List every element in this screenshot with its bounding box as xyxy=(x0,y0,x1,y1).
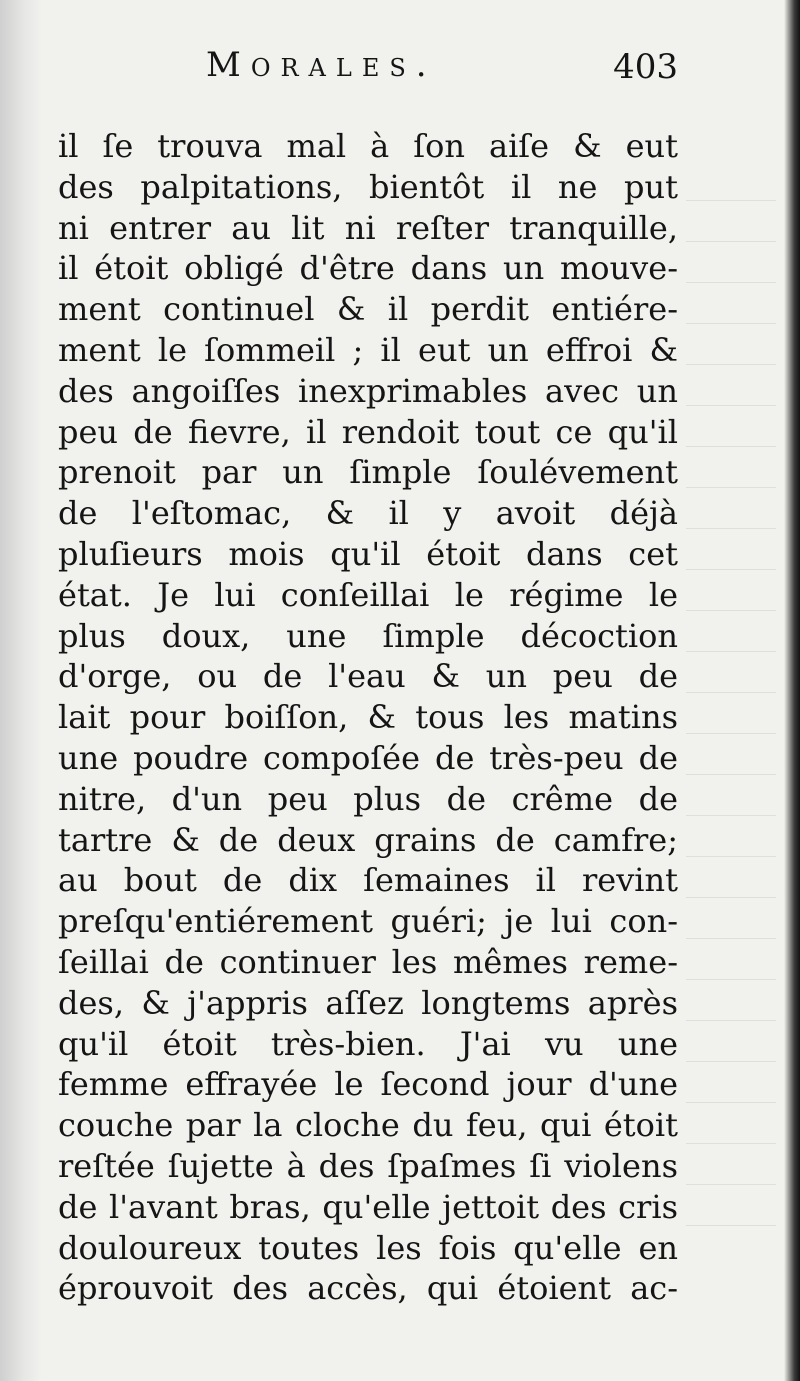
text-line: prenoit par un ſimple ſoulévement xyxy=(58,453,678,492)
text-line: éprouvoit des accès, qui étoient ac- xyxy=(58,1269,678,1308)
text-line: ment continuel & il perdit entiére- xyxy=(58,290,678,329)
page-number: 403 xyxy=(613,47,678,87)
text-line: ni entrer au lit ni reſter tranquille, xyxy=(58,208,678,247)
text-line: nitre, d'un peu plus de crême de xyxy=(58,779,678,818)
text-line: ſeillai de continuer les mêmes reme- xyxy=(58,942,678,981)
text-line: une poudre compoſée de très-peu de xyxy=(58,738,678,777)
text-line: d'orge, ou de l'eau & un peu de xyxy=(58,657,678,696)
text-line: de l'avant bras, qu'elle jettoit des cris xyxy=(58,1187,678,1226)
page-edge-shadow xyxy=(784,0,800,1381)
text-line: des palpitations, bientôt il ne put xyxy=(58,167,678,206)
text-line: reſtée ſujette à des ſpaſmes ſi violens xyxy=(58,1146,678,1185)
show-through-texture xyxy=(686,200,776,1250)
running-title: Morales. xyxy=(206,45,437,85)
text-line: des, & j'appris aſſez longtems après xyxy=(58,983,678,1022)
text-line: douloureux toutes les fois qu'elle en xyxy=(58,1228,678,1267)
text-line: il étoit obligé d'être dans un mouve- xyxy=(58,249,678,288)
text-line: de l'eſtomac, & il y avoit déjà xyxy=(58,494,678,533)
text-line: peu de fievre, il rendoit tout ce qu'il xyxy=(58,412,678,451)
text-line: femme effrayée le ſecond jour d'une xyxy=(58,1065,678,1104)
text-line: lait pour boiſſon, & tous les matins xyxy=(58,698,678,737)
page-header xyxy=(58,45,690,108)
text-line: pluſieurs mois qu'il étoit dans cet xyxy=(58,534,678,573)
text-line: couche par la cloche du feu, qui étoit xyxy=(58,1106,678,1145)
text-line: il ſe trouva mal à ſon aiſe & eut xyxy=(58,127,678,165)
text-line: tartre & de deux grains de camfre; xyxy=(58,820,678,859)
text-line: ment le ſommeil ; il eut un effroi & xyxy=(58,330,678,369)
text-line: qu'il étoit très-bien. J'ai vu une xyxy=(58,1024,678,1063)
body-text xyxy=(58,126,678,1309)
text-line: preſqu'entiérement guéri; je lui con- xyxy=(58,902,678,941)
text-line: plus doux, une ſimple décoction xyxy=(58,616,678,655)
text-line: au bout de dix ſemaines il revint xyxy=(58,861,678,900)
page-gutter-shadow xyxy=(0,0,42,1381)
text-line: état. Je lui conſeillai le régime le xyxy=(58,575,678,614)
text-line: des angoiſſes inexprimables avec un xyxy=(58,371,678,410)
